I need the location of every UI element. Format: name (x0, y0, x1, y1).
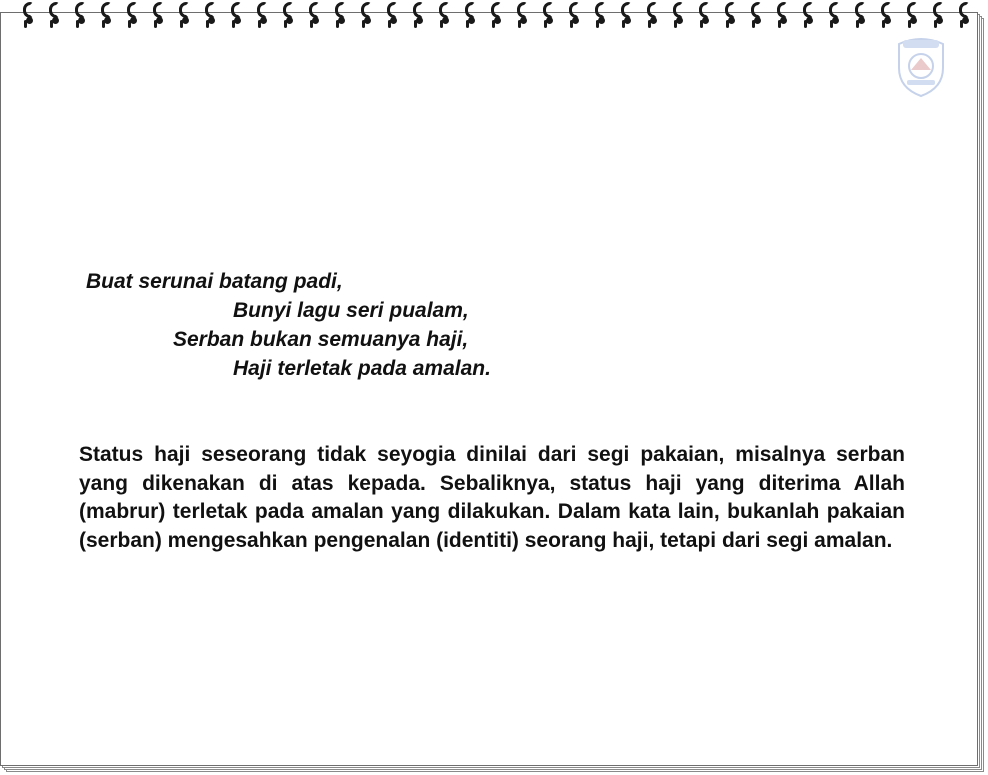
spiral-coil (750, 0, 764, 30)
spiral-coil (490, 0, 504, 30)
spiral-coil (204, 0, 218, 30)
spiral-coil (620, 0, 634, 30)
spiral-coil (100, 0, 114, 30)
spiral-coil (48, 0, 62, 30)
spiral-coil (828, 0, 842, 30)
spiral-coil (672, 0, 686, 30)
body-paragraph: Status haji seseorang tidak seyogia dinilai dari segi pakaian, misalnya serban yang dikenakan di atas kepada. Sebaliknya, status haji yang diterima Allah (mabrur) terletak pada amalan yang dilakukan. Dalam kata lain, bukanlah pakaian (serban) mengesahkan pengenalan (identiti) seorang haji, tetapi dari segi amalan. (79, 443, 905, 552)
spiral-coil (178, 0, 192, 30)
spiral-coil (438, 0, 452, 30)
spiral-coil (126, 0, 140, 30)
spiral-coil (464, 0, 478, 30)
spiral-coil (412, 0, 426, 30)
spiral-coil (360, 0, 374, 30)
notebook-page (0, 12, 978, 766)
spiral-coil (256, 0, 270, 30)
poem-line: Haji terletak pada amalan. (233, 357, 491, 380)
spiral-coil (594, 0, 608, 30)
spiral-coil (152, 0, 166, 30)
spiral-coil (880, 0, 894, 30)
poem-line: Bunyi lagu seri pualam, (233, 299, 469, 322)
spiral-coil (568, 0, 582, 30)
spiral-coil (74, 0, 88, 30)
spiral-coil (854, 0, 868, 30)
spiral-coil (542, 0, 556, 30)
spiral-coil (334, 0, 348, 30)
spiral-coil (22, 0, 36, 30)
spiral-coil (724, 0, 738, 30)
spiral-coil (230, 0, 244, 30)
spiral-binding (22, 0, 972, 30)
spiral-coil (958, 0, 972, 30)
spiral-coil (698, 0, 712, 30)
spiral-coil (646, 0, 660, 30)
spiral-coil (386, 0, 400, 30)
spiral-coil (516, 0, 530, 30)
spiral-coil (802, 0, 816, 30)
crest-logo (893, 34, 949, 98)
poem-line: Serban bukan semuanya haji, (173, 328, 469, 351)
spiral-coil (906, 0, 920, 30)
spiral-coil (308, 0, 322, 30)
spiral-coil (776, 0, 790, 30)
poem-line: Buat serunai batang padi, (86, 270, 343, 293)
spiral-coil (282, 0, 296, 30)
spiral-coil (932, 0, 946, 30)
